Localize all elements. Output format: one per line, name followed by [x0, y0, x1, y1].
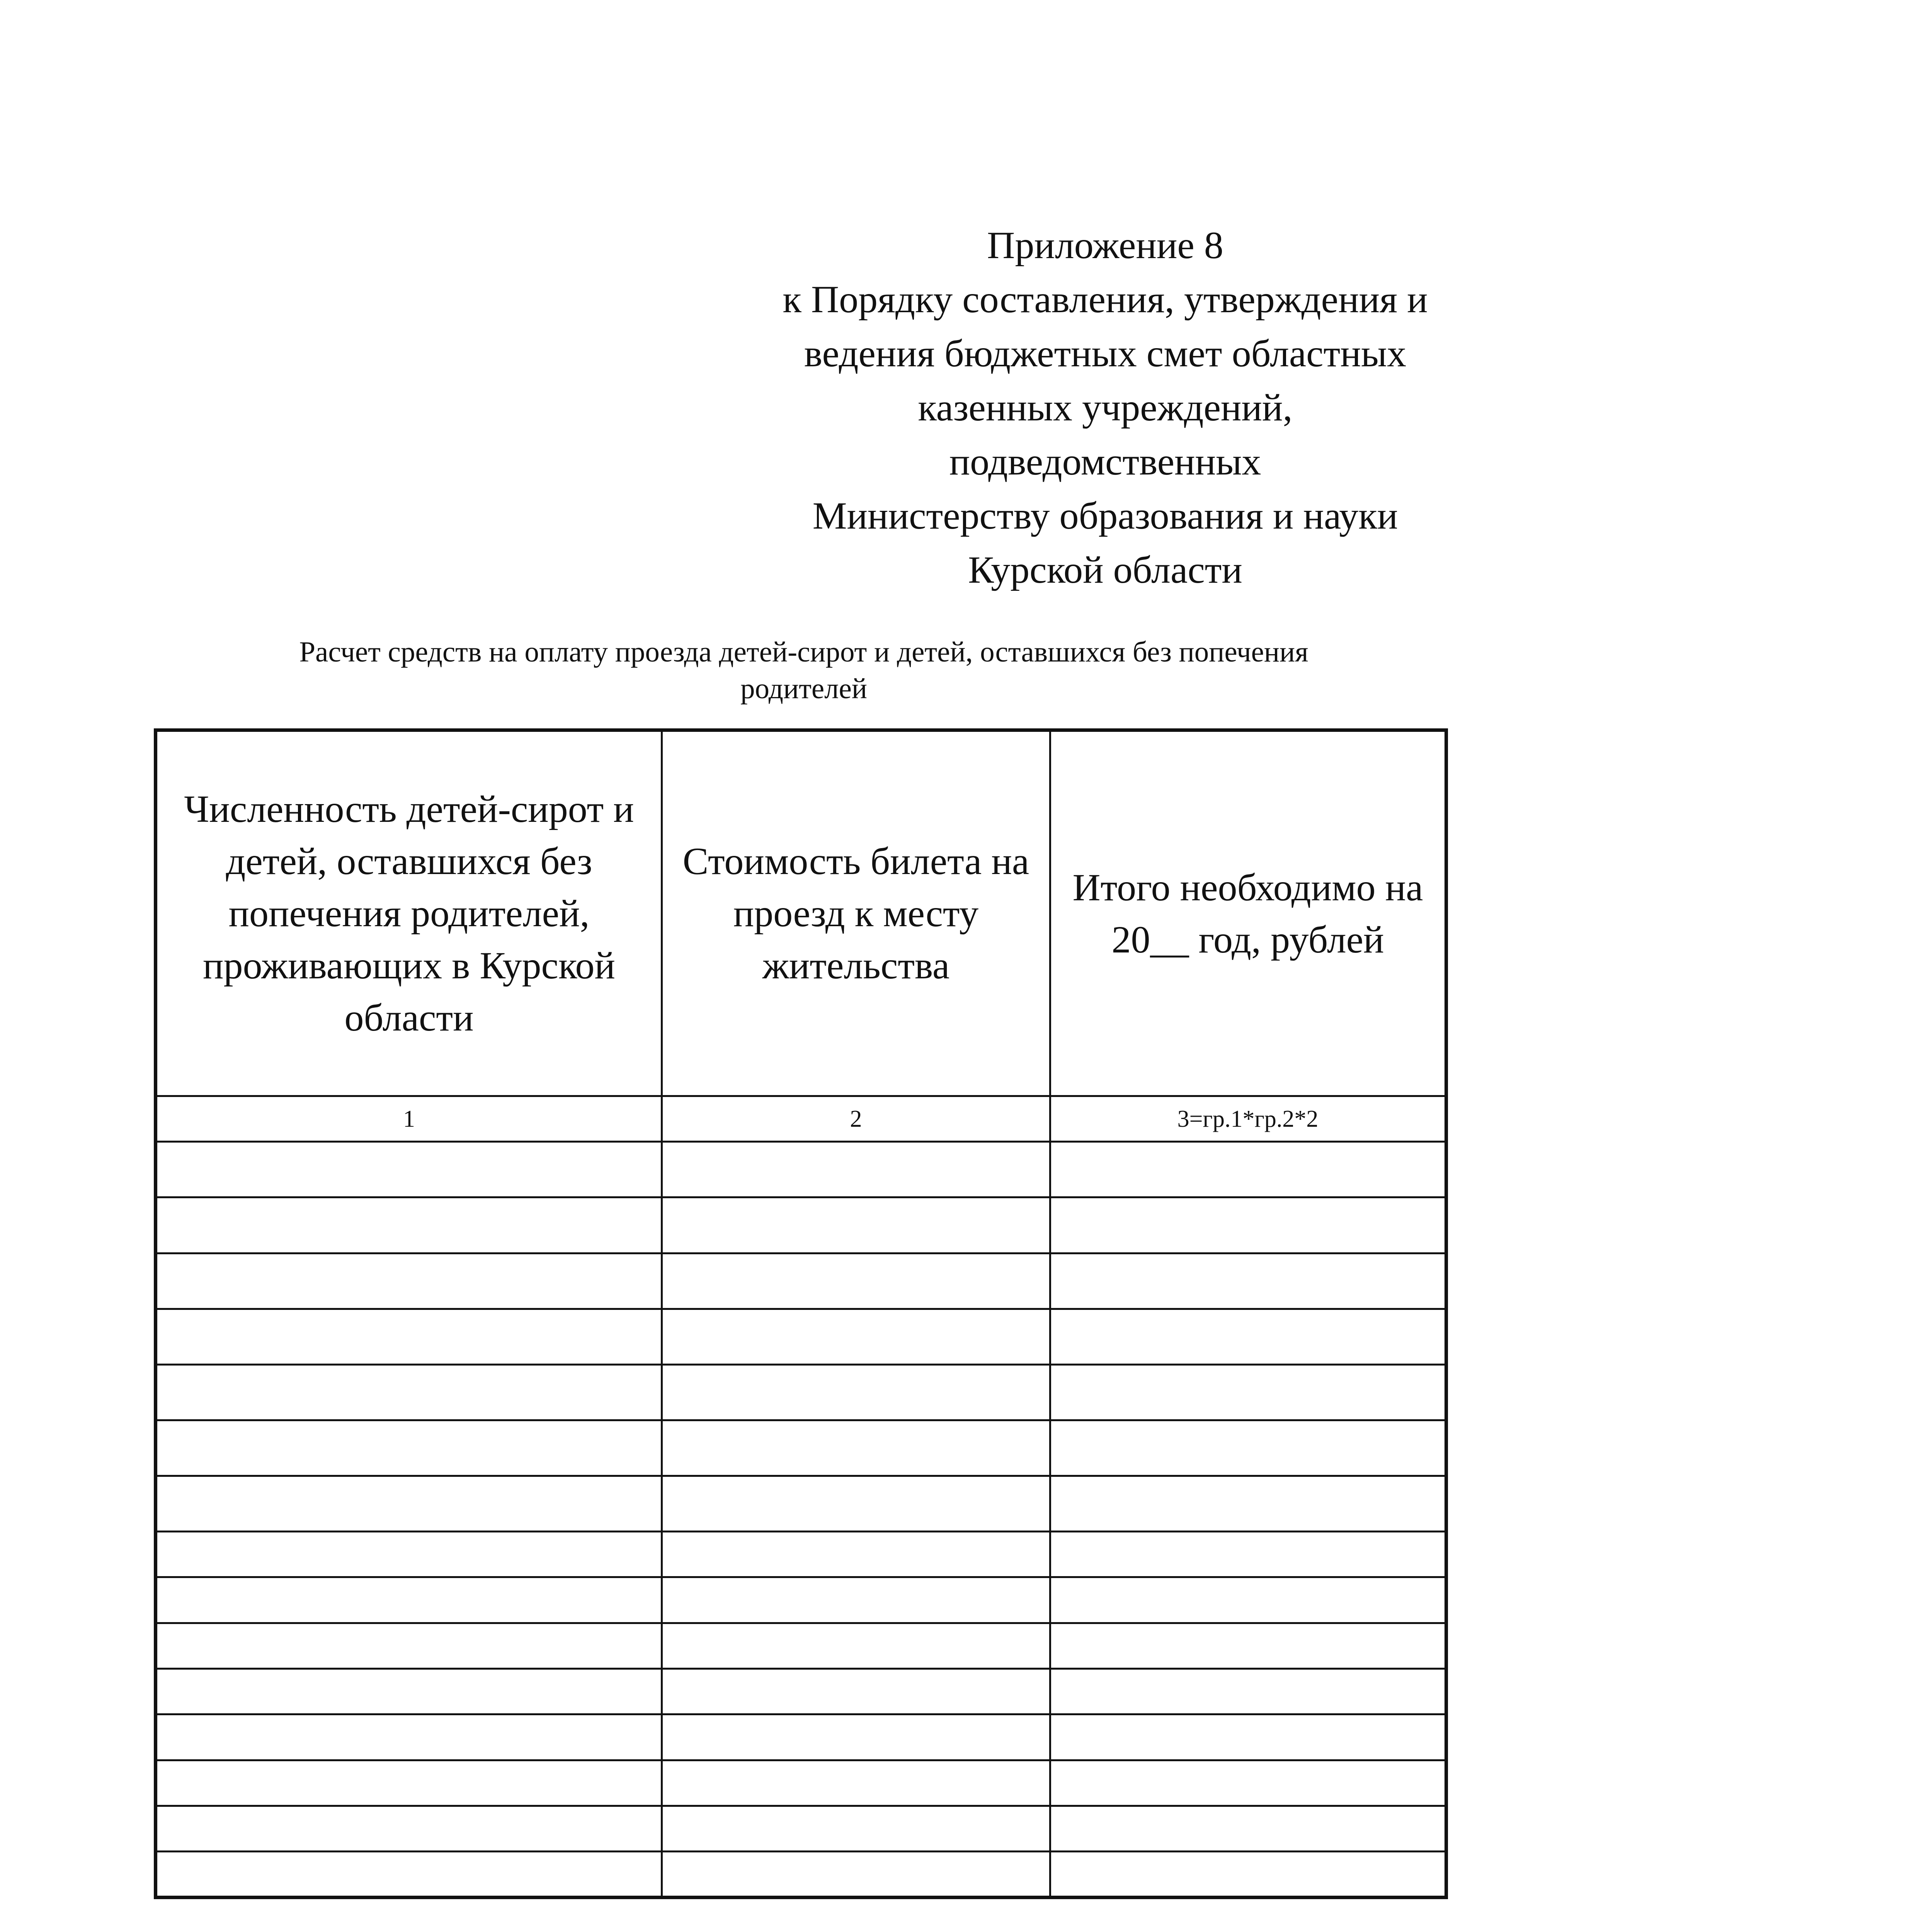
table-row: [156, 1309, 1446, 1364]
table-cell[interactable]: [156, 1142, 662, 1197]
table-cell[interactable]: [662, 1142, 1050, 1197]
table-cell[interactable]: [156, 1197, 662, 1253]
table-cell[interactable]: [156, 1476, 662, 1531]
table-cell[interactable]: [156, 1623, 662, 1668]
table-cell[interactable]: [1050, 1852, 1446, 1898]
appendix-line: казенных учреждений,: [918, 386, 1293, 429]
column-number-1: 1: [156, 1096, 662, 1141]
column-number-row: [156, 1096, 1446, 1141]
calculation-table: [154, 728, 1448, 1899]
header-children-count: Численность детей-сирот и детей, оставшихся без попечения родителей, проживающих в Курской области: [156, 730, 662, 1096]
table-row: [156, 1420, 1446, 1476]
column-number-3: 3=гр.1*гр.2*2: [1050, 1096, 1446, 1141]
table-cell[interactable]: [1050, 1623, 1446, 1668]
table-row: [156, 1364, 1446, 1420]
table-cell[interactable]: [1050, 1309, 1446, 1364]
appendix-line: Курской области: [968, 548, 1242, 591]
table-row: [156, 1623, 1446, 1668]
table-cell[interactable]: [662, 1852, 1050, 1898]
header-ticket-cost: Стоимость билета на проезд к месту жительства: [662, 730, 1050, 1096]
table-row: [156, 1531, 1446, 1577]
table-row: [156, 1577, 1446, 1623]
table-row: [156, 1253, 1446, 1309]
table-cell[interactable]: [156, 1309, 662, 1364]
appendix-line: к Порядку составления, утверждения и: [783, 278, 1428, 321]
table-cell[interactable]: [156, 1577, 662, 1623]
table-cell[interactable]: [1050, 1476, 1446, 1531]
table-cell[interactable]: [1050, 1420, 1446, 1476]
appendix-line: подведомственных: [949, 440, 1261, 483]
table-cell[interactable]: [156, 1364, 662, 1420]
table-row: [156, 1669, 1446, 1714]
appendix-line: ведения бюджетных смет областных: [804, 332, 1407, 375]
table-cell[interactable]: [662, 1364, 1050, 1420]
table-cell[interactable]: [1050, 1714, 1446, 1760]
table-row: [156, 1142, 1446, 1197]
table-row: [156, 1714, 1446, 1760]
table-cell[interactable]: [662, 1577, 1050, 1623]
table-row: [156, 1760, 1446, 1806]
table-cell[interactable]: [1050, 1577, 1446, 1623]
table-cell[interactable]: [1050, 1760, 1446, 1806]
appendix-line: Министерству образования и науки: [812, 494, 1398, 537]
table-cell[interactable]: [1050, 1669, 1446, 1714]
header-total: Итого необходимо на 20__ год, рублей: [1050, 730, 1446, 1096]
table-cell[interactable]: [1050, 1197, 1446, 1253]
table-cell[interactable]: [662, 1760, 1050, 1806]
table-cell[interactable]: [1050, 1253, 1446, 1309]
table-cell[interactable]: [662, 1531, 1050, 1577]
column-number-2: 2: [662, 1096, 1050, 1141]
table-row: [156, 1476, 1446, 1531]
table-cell[interactable]: [1050, 1142, 1446, 1197]
table-row: [156, 1197, 1446, 1253]
table-cell[interactable]: [1050, 1806, 1446, 1852]
table-cell[interactable]: [156, 1420, 662, 1476]
appendix-line: Приложение 8: [987, 224, 1223, 267]
table-cell[interactable]: [662, 1420, 1050, 1476]
table-cell[interactable]: [1050, 1364, 1446, 1420]
document-title: [147, 634, 1461, 707]
table-cell[interactable]: [662, 1623, 1050, 1668]
title-line-2: родителей: [740, 673, 868, 705]
table-cell[interactable]: [156, 1669, 662, 1714]
table-cell[interactable]: [662, 1714, 1050, 1760]
table-cell[interactable]: [662, 1476, 1050, 1531]
table-header-row: [156, 730, 1446, 1096]
table-row: [156, 1852, 1446, 1898]
table-cell[interactable]: [156, 1760, 662, 1806]
table-cell[interactable]: [156, 1852, 662, 1898]
table-cell[interactable]: [156, 1714, 662, 1760]
table-cell[interactable]: [156, 1253, 662, 1309]
table-cell[interactable]: [662, 1669, 1050, 1714]
table-cell[interactable]: [662, 1806, 1050, 1852]
table-row: [156, 1806, 1446, 1852]
table-cell[interactable]: [662, 1253, 1050, 1309]
table-cell[interactable]: [156, 1806, 662, 1852]
appendix-header: [680, 218, 1530, 597]
table-cell[interactable]: [662, 1197, 1050, 1253]
table-cell[interactable]: [1050, 1531, 1446, 1577]
table-cell[interactable]: [662, 1309, 1050, 1364]
table-cell[interactable]: [156, 1531, 662, 1577]
title-line-1: Расчет средств на оплату проезда детей-сирот и детей, оставшихся без попечения: [299, 636, 1308, 668]
